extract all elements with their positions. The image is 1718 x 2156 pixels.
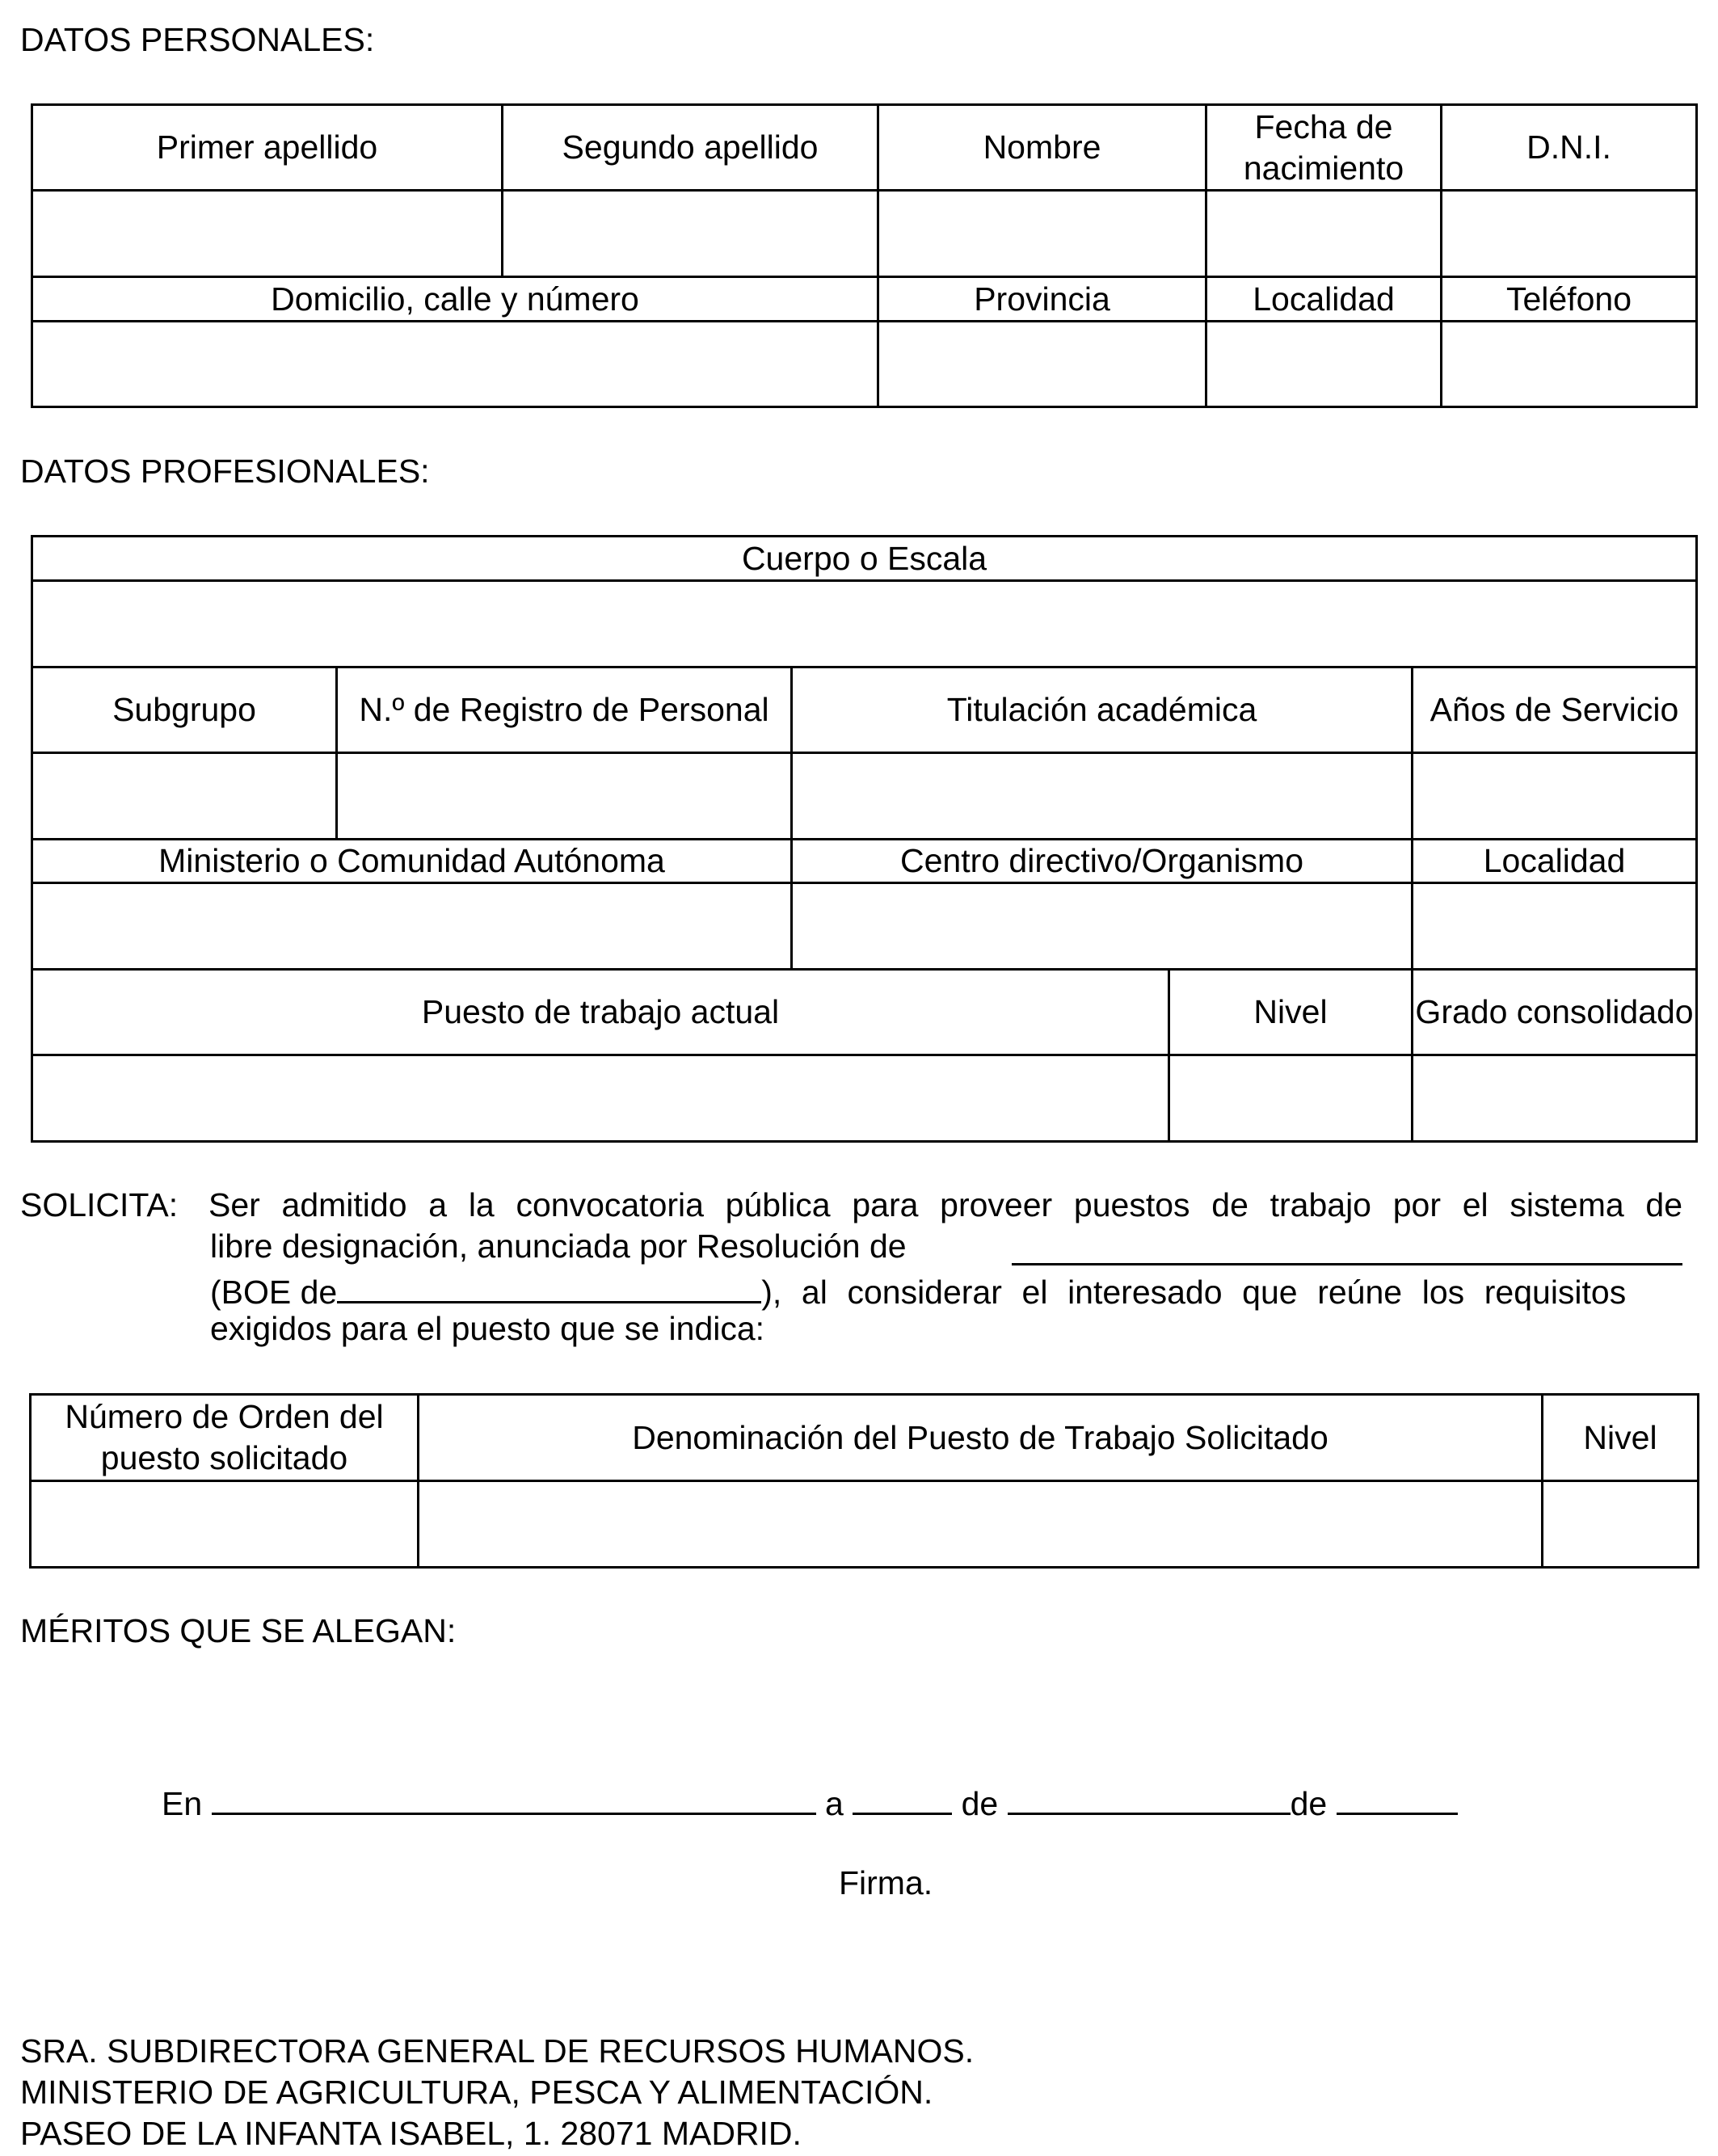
domicilio-field[interactable] xyxy=(32,322,878,407)
ministerio-input-row xyxy=(32,883,1697,970)
signature-place-date-line xyxy=(162,1779,1458,1825)
nivel-actual-field[interactable] xyxy=(1169,1055,1413,1142)
titulacion-field[interactable] xyxy=(792,753,1413,840)
nombre-field[interactable] xyxy=(878,191,1206,277)
en-label: En xyxy=(162,1785,203,1822)
segundo-apellido-field[interactable] xyxy=(503,191,878,277)
anos-servicio-field[interactable] xyxy=(1413,753,1697,840)
day-blank[interactable] xyxy=(853,1779,952,1815)
addressee-line-1: SRA. SUBDIRECTORA GENERAL DE RECURSOS HUMANOS. xyxy=(20,2032,975,2070)
localidad-field[interactable] xyxy=(1206,322,1442,407)
header-numero-orden: Número de Orden del puesto solicitado xyxy=(31,1395,419,1481)
header-primer-apellido: Primer apellido xyxy=(32,105,503,191)
solicita-label: SOLICITA: xyxy=(20,1186,179,1223)
header-localidad: Localidad xyxy=(1206,277,1442,322)
header-cuerpo-escala: Cuerpo o Escala xyxy=(32,537,1697,581)
grado-consolidado-field[interactable] xyxy=(1413,1055,1697,1142)
solicita-line-1: Ser admitido a la convocatoria pública para proveer puestos de trabajo por el sistema de xyxy=(208,1186,1682,1223)
puesto-actual-field[interactable] xyxy=(32,1055,1169,1142)
puesto-header-row xyxy=(32,970,1697,1055)
addressee-line-2: MINISTERIO DE AGRICULTURA, PESCA Y ALIMENTACIÓN. xyxy=(20,2074,933,2111)
header-registro-personal: N.º de Registro de Personal xyxy=(337,667,792,753)
subgrupo-input-row xyxy=(32,753,1697,840)
professional-data-table xyxy=(31,535,1698,1143)
cuerpo-escala-field[interactable] xyxy=(32,581,1697,667)
addressee-line-3: PASEO DE LA INFANTA ISABEL, 1. 28071 MADRID. xyxy=(20,2115,802,2152)
header-provincia: Provincia xyxy=(878,277,1206,322)
year-blank[interactable] xyxy=(1337,1779,1458,1815)
solicita-line-2-text: libre designación, anunciada por Resolución de xyxy=(210,1227,907,1265)
telefono-field[interactable] xyxy=(1442,322,1697,407)
fecha-nacimiento-field[interactable] xyxy=(1206,191,1442,277)
puesto-input-row xyxy=(32,1055,1697,1142)
header-denominacion: Denominación del Puesto de Trabajo Solicitado xyxy=(419,1395,1543,1481)
ministerio-field[interactable] xyxy=(32,883,792,970)
boe-date-blank[interactable] xyxy=(337,1267,761,1303)
header-anos-servicio: Años de Servicio xyxy=(1413,667,1697,753)
primer-apellido-field[interactable] xyxy=(32,191,503,277)
dni-field[interactable] xyxy=(1442,191,1697,277)
cuerpo-header-row xyxy=(32,537,1697,581)
header-centro-directivo: Centro directivo/Organismo xyxy=(792,840,1413,883)
header-subgrupo: Subgrupo xyxy=(32,667,337,753)
header-nivel-actual: Nivel xyxy=(1169,970,1413,1055)
header-segundo-apellido: Segundo apellido xyxy=(503,105,878,191)
personal-data-table xyxy=(31,103,1698,408)
header-dni: D.N.I. xyxy=(1442,105,1697,191)
ministerio-header-row xyxy=(32,840,1697,883)
resolucion-date-blank[interactable] xyxy=(1012,1229,1682,1265)
header-grado-consolidado: Grado consolidado xyxy=(1413,970,1697,1055)
month-blank[interactable] xyxy=(1008,1779,1291,1815)
professional-data-heading: DATOS PROFESIONALES: xyxy=(20,453,430,490)
header-telefono: Teléfono xyxy=(1442,277,1697,322)
personal-header-row xyxy=(32,105,1697,191)
provincia-field[interactable] xyxy=(878,322,1206,407)
numero-orden-field[interactable] xyxy=(31,1481,419,1568)
header-nivel-solicitado: Nivel xyxy=(1543,1395,1699,1481)
header-fecha-nacimiento: Fecha de nacimiento xyxy=(1206,105,1442,191)
header-titulacion: Titulación académica xyxy=(792,667,1413,753)
requested-header-row xyxy=(31,1395,1699,1481)
localidad-prof-field[interactable] xyxy=(1413,883,1697,970)
de-label-1: de xyxy=(961,1785,999,1822)
solicita-line-3 xyxy=(210,1267,1682,1313)
address-header-row xyxy=(32,277,1697,322)
header-localidad-prof: Localidad xyxy=(1413,840,1697,883)
personal-input-row xyxy=(32,191,1697,277)
nivel-solicitado-field[interactable] xyxy=(1543,1481,1699,1568)
subgrupo-header-row xyxy=(32,667,1697,753)
solicita-line-2 xyxy=(210,1226,1682,1267)
requested-post-table xyxy=(29,1393,1699,1569)
header-domicilio: Domicilio, calle y número xyxy=(32,277,878,322)
header-nombre: Nombre xyxy=(878,105,1206,191)
boe-prefix: (BOE de xyxy=(210,1274,338,1311)
personal-data-heading: DATOS PERSONALES: xyxy=(20,21,375,58)
registro-personal-field[interactable] xyxy=(337,753,792,840)
solicita-line-4: exigidos para el puesto que se indica: xyxy=(210,1310,765,1347)
address-input-row xyxy=(32,322,1697,407)
firma-label: Firma. xyxy=(839,1864,933,1901)
de-label-2: de xyxy=(1290,1785,1328,1822)
header-puesto-actual: Puesto de trabajo actual xyxy=(32,970,1169,1055)
subgrupo-field[interactable] xyxy=(32,753,337,840)
meritos-heading: MÉRITOS QUE SE ALEGAN: xyxy=(20,1612,457,1649)
header-ministerio: Ministerio o Comunidad Autónoma xyxy=(32,840,792,883)
place-blank[interactable] xyxy=(212,1779,816,1815)
boe-suffix: ), al considerar el interesado que reúne los requisitos xyxy=(761,1274,1627,1311)
a-label: a xyxy=(824,1785,844,1822)
cuerpo-input-row xyxy=(32,581,1697,667)
requested-input-row xyxy=(31,1481,1699,1568)
centro-directivo-field[interactable] xyxy=(792,883,1413,970)
denominacion-field[interactable] xyxy=(419,1481,1543,1568)
